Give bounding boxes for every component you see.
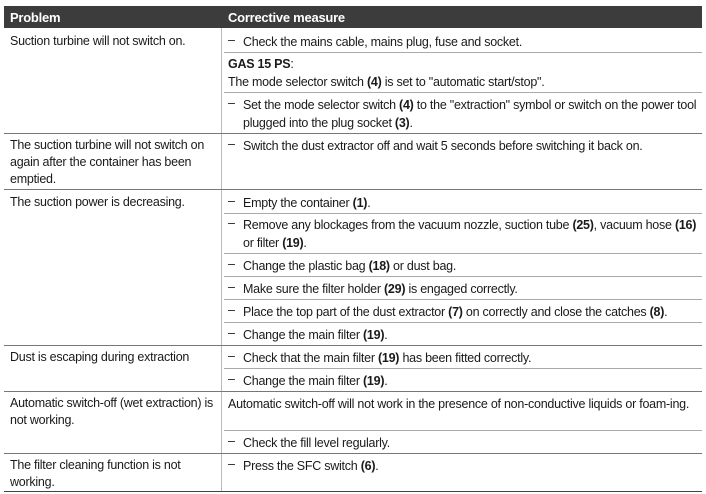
measure-set-selector: Set the mode selector switch (4) to the "extraction" symbol or switch on the power tool plugged into the plug socket (3). [243,98,697,130]
measure-auto-switch-off-note: Automatic switch-off will not work in the presence of non-conductive liquids or foam-ing. [228,397,690,411]
row-divider [224,430,702,431]
row-divider [4,133,702,134]
header-corrective-measure: Corrective measure [228,10,345,25]
row-divider [224,276,702,277]
dash: – [228,216,235,230]
measure-check-fill-level: Check the fill level regularly. [243,436,390,450]
dash: – [228,33,235,47]
model-label: GAS 15 PS [228,57,291,71]
row-divider [4,189,702,190]
row-divider [224,253,702,254]
problem-dust-escaping: Dust is escaping during extraction [10,350,190,364]
measure-change-main-filter: Change the main filter (19). [243,374,388,388]
dash: – [228,96,235,110]
column-divider [221,28,222,492]
row-divider [224,52,702,53]
dash: – [228,326,235,340]
dash: – [228,194,235,208]
problem-auto-switch-off: Automatic switch-off (wet extraction) is not working. [10,396,214,427]
dash: – [228,349,235,363]
row-divider [224,322,702,323]
measure-gas15ps-note: GAS 15 PS: The mode selector switch (4) is set to "automatic start/stop". [228,57,545,89]
dash: – [228,457,235,471]
row-divider [224,368,702,369]
row-divider [224,213,702,214]
measure-empty-container: Empty the container (1). [243,196,371,210]
problem-filter-cleaning: The filter cleaning function is not working. [10,458,181,489]
dash: – [228,372,235,386]
problem-turbine-after-emptying: The suction turbine will not switch on again after the container has been emptied. [10,138,205,186]
measure-remove-blockages: Remove any blockages from the vacuum nozzle, suction tube (25), vacuum hose (16) or filter (19). [243,218,697,250]
measure-change-bag: Change the plastic bag (18) or dust bag. [243,259,457,273]
measure-change-main-filter: Change the main filter (19). [243,328,388,342]
measure-place-top-part: Place the top part of the dust extractor (7) on correctly and close the catches (8). [243,305,668,319]
problem-turbine-no-switch-on: Suction turbine will not switch on. [10,34,186,48]
dash: – [228,303,235,317]
row-divider [4,391,702,392]
measure-check-mains: Check the mains cable, mains plug, fuse and socket. [243,35,523,49]
row-divider [4,453,702,454]
header-problem: Problem [10,10,61,25]
measure-press-sfc: Press the SFC switch (6). [243,459,379,473]
problem-suction-decreasing: The suction power is decreasing. [10,195,185,209]
row-divider [224,92,702,93]
table-bottom-rule [4,491,702,492]
dash: – [228,434,235,448]
measure-switch-off-wait: Switch the dust extractor off and wait 5 seconds before switching it back on. [243,139,643,153]
row-divider [4,345,702,346]
measure-filter-holder: Make sure the filter holder (29) is engaged correctly. [243,282,518,296]
dash: – [228,280,235,294]
table-header [4,6,702,28]
dash: – [228,257,235,271]
measure-check-main-filter: Check that the main filter (19) has been fitted correctly. [243,351,532,365]
dash: – [228,137,235,151]
row-divider [224,299,702,300]
